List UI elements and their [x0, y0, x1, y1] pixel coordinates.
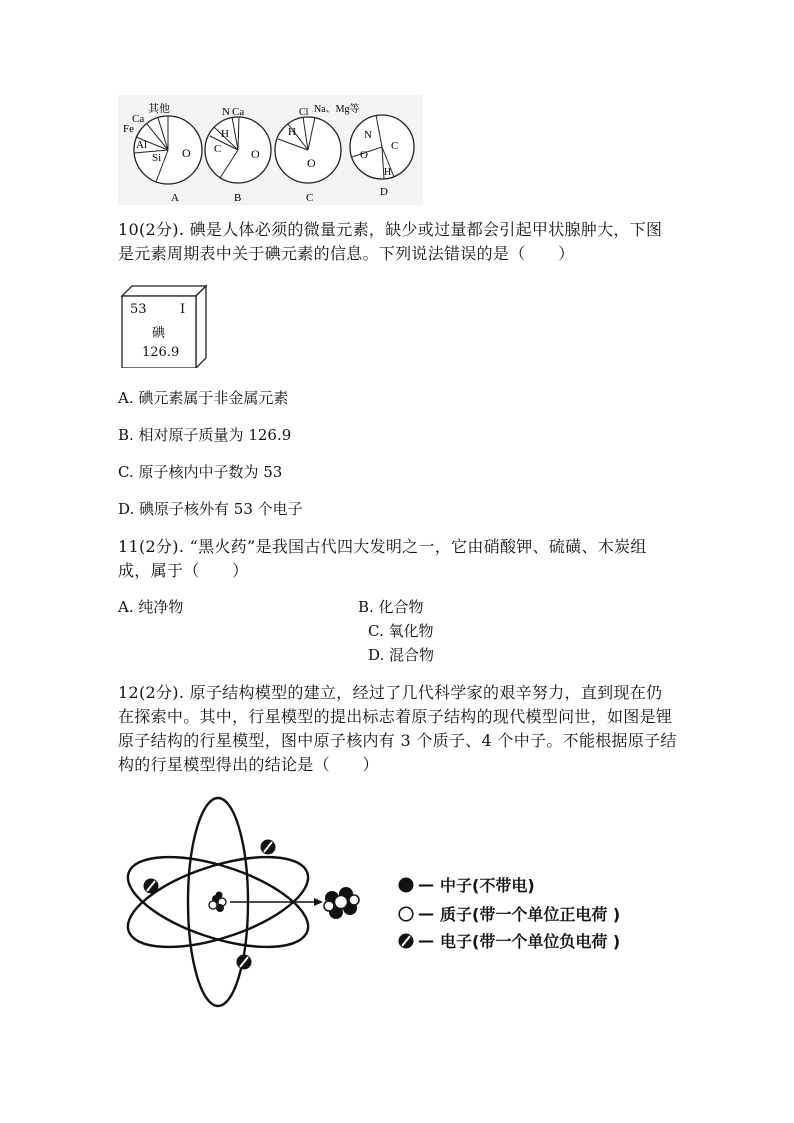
- legend-electron: — 电子(带一个单位负电荷 ): [398, 929, 620, 952]
- proton-icon: [398, 906, 414, 922]
- neutron-icon: [398, 877, 414, 893]
- electron-icon-1: [261, 840, 276, 855]
- electron-icon-3: [237, 955, 252, 970]
- pie-d: [350, 115, 414, 198]
- lithium-atom-model: [118, 790, 378, 1008]
- q12-stem-line3: 原子结构的行星模型，图中原子核内有 3 个质子、4 个中子。不能根据原子结: [118, 731, 677, 750]
- q11-stem-line2: 成，属于（ ）: [118, 561, 249, 580]
- pie-d-label: D: [380, 186, 388, 198]
- q10-option-c: C. 原子核内中子数为 53: [118, 463, 283, 481]
- pie-c-label: C: [306, 192, 314, 204]
- pie-charts-figure: [118, 95, 423, 205]
- pie-d-seg-0: N: [364, 129, 372, 141]
- legend-neutron-text: 中子(不带电): [440, 876, 535, 895]
- q12-stem-line1: 12(2分). 原子结构模型的建立，经过了几代科学家的艰辛努力，直到现在仍: [118, 683, 663, 702]
- element-card-iodine: [118, 282, 210, 368]
- pie-a-seg-1: Ca: [132, 113, 145, 125]
- nucleus-enlarged-icon: [324, 887, 359, 919]
- pie-b-seg-2: H: [221, 128, 229, 140]
- pie-charts-svg: [118, 95, 423, 205]
- q11-option-c: C. 氧化物: [368, 622, 434, 640]
- pie-c: [275, 102, 360, 204]
- q11-option-b: B. 化合物: [358, 598, 424, 616]
- q12-stem-line2: 在探索中。其中，行星模型的提出标志着原子结构的现代模型问世，如图是锂: [118, 707, 673, 726]
- electron-icon-2: [144, 879, 159, 894]
- pie-a-seg-3: Al: [136, 139, 147, 151]
- legend-proton: — 质子(带一个单位正电荷 ): [398, 902, 620, 925]
- q11-option-d: D. 混合物: [368, 646, 435, 664]
- q12-stem-line4: 构的行星模型得出的结论是（ ）: [118, 755, 379, 774]
- pie-c-seg-3: O: [307, 156, 316, 170]
- pie-a-seg-4: Si: [152, 152, 162, 164]
- q10-option-d: D. 碘原子核外有 53 个电子: [118, 500, 303, 518]
- element-atomic-number: 53: [130, 302, 147, 317]
- atom-model-svg: [118, 790, 378, 1008]
- q10-stem-line1: 10(2分). 碘是人体必须的微量元素，缺少或过量都会引起甲状腺肿大，下图: [118, 220, 663, 239]
- pie-a-seg-2: Fe: [123, 123, 134, 135]
- pie-c-seg-2: H: [288, 126, 296, 138]
- pie-b: [205, 106, 271, 204]
- pie-d-seg-1: O: [360, 149, 368, 161]
- electron-icon: [398, 933, 414, 949]
- q11-stem-line1: 11(2分). “黑火药”是我国古代四大发明之一，它由硝酸钾、硫磺、木炭组: [118, 537, 647, 556]
- pie-a-seg-0: 其他: [148, 103, 170, 115]
- element-symbol: I: [180, 302, 186, 317]
- legend-proton-text: 质子(带一个单位正电荷 ): [440, 905, 621, 924]
- pie-b-seg-3: C: [214, 143, 222, 155]
- pie-b-seg-0: N: [222, 106, 230, 118]
- q10-option-b: B. 相对原子质量为 126.9: [118, 426, 292, 444]
- q10-option-a: A. 碘元素属于非金属元素: [118, 389, 289, 407]
- pie-a: [123, 101, 202, 204]
- legend-electron-text: 电子(带一个单位负电荷 ): [440, 932, 621, 951]
- pie-b-label: B: [234, 192, 242, 204]
- pie-b-seg-1: Ca: [232, 106, 245, 118]
- pie-c-seg-0: Cl: [299, 107, 309, 118]
- q11-option-a: A. 纯净物: [118, 598, 184, 616]
- pie-a-label: A: [171, 192, 179, 204]
- pie-a-seg-5: O: [182, 146, 191, 160]
- pie-d-seg-3: H: [384, 167, 392, 178]
- pie-b-seg-4: O: [251, 147, 260, 161]
- legend-neutron: — 中子(不带电): [398, 873, 535, 896]
- element-name: 碘: [152, 326, 166, 341]
- pie-d-seg-2: C: [391, 140, 399, 152]
- q10-stem-line2: 是元素周期表中关于碘元素的信息。下列说法错误的是（ ）: [118, 244, 575, 263]
- nucleus-small-icon: [209, 892, 226, 913]
- pie-c-seg-1: Na、Mg等: [314, 104, 360, 115]
- element-atomic-mass: 126.9: [142, 345, 180, 360]
